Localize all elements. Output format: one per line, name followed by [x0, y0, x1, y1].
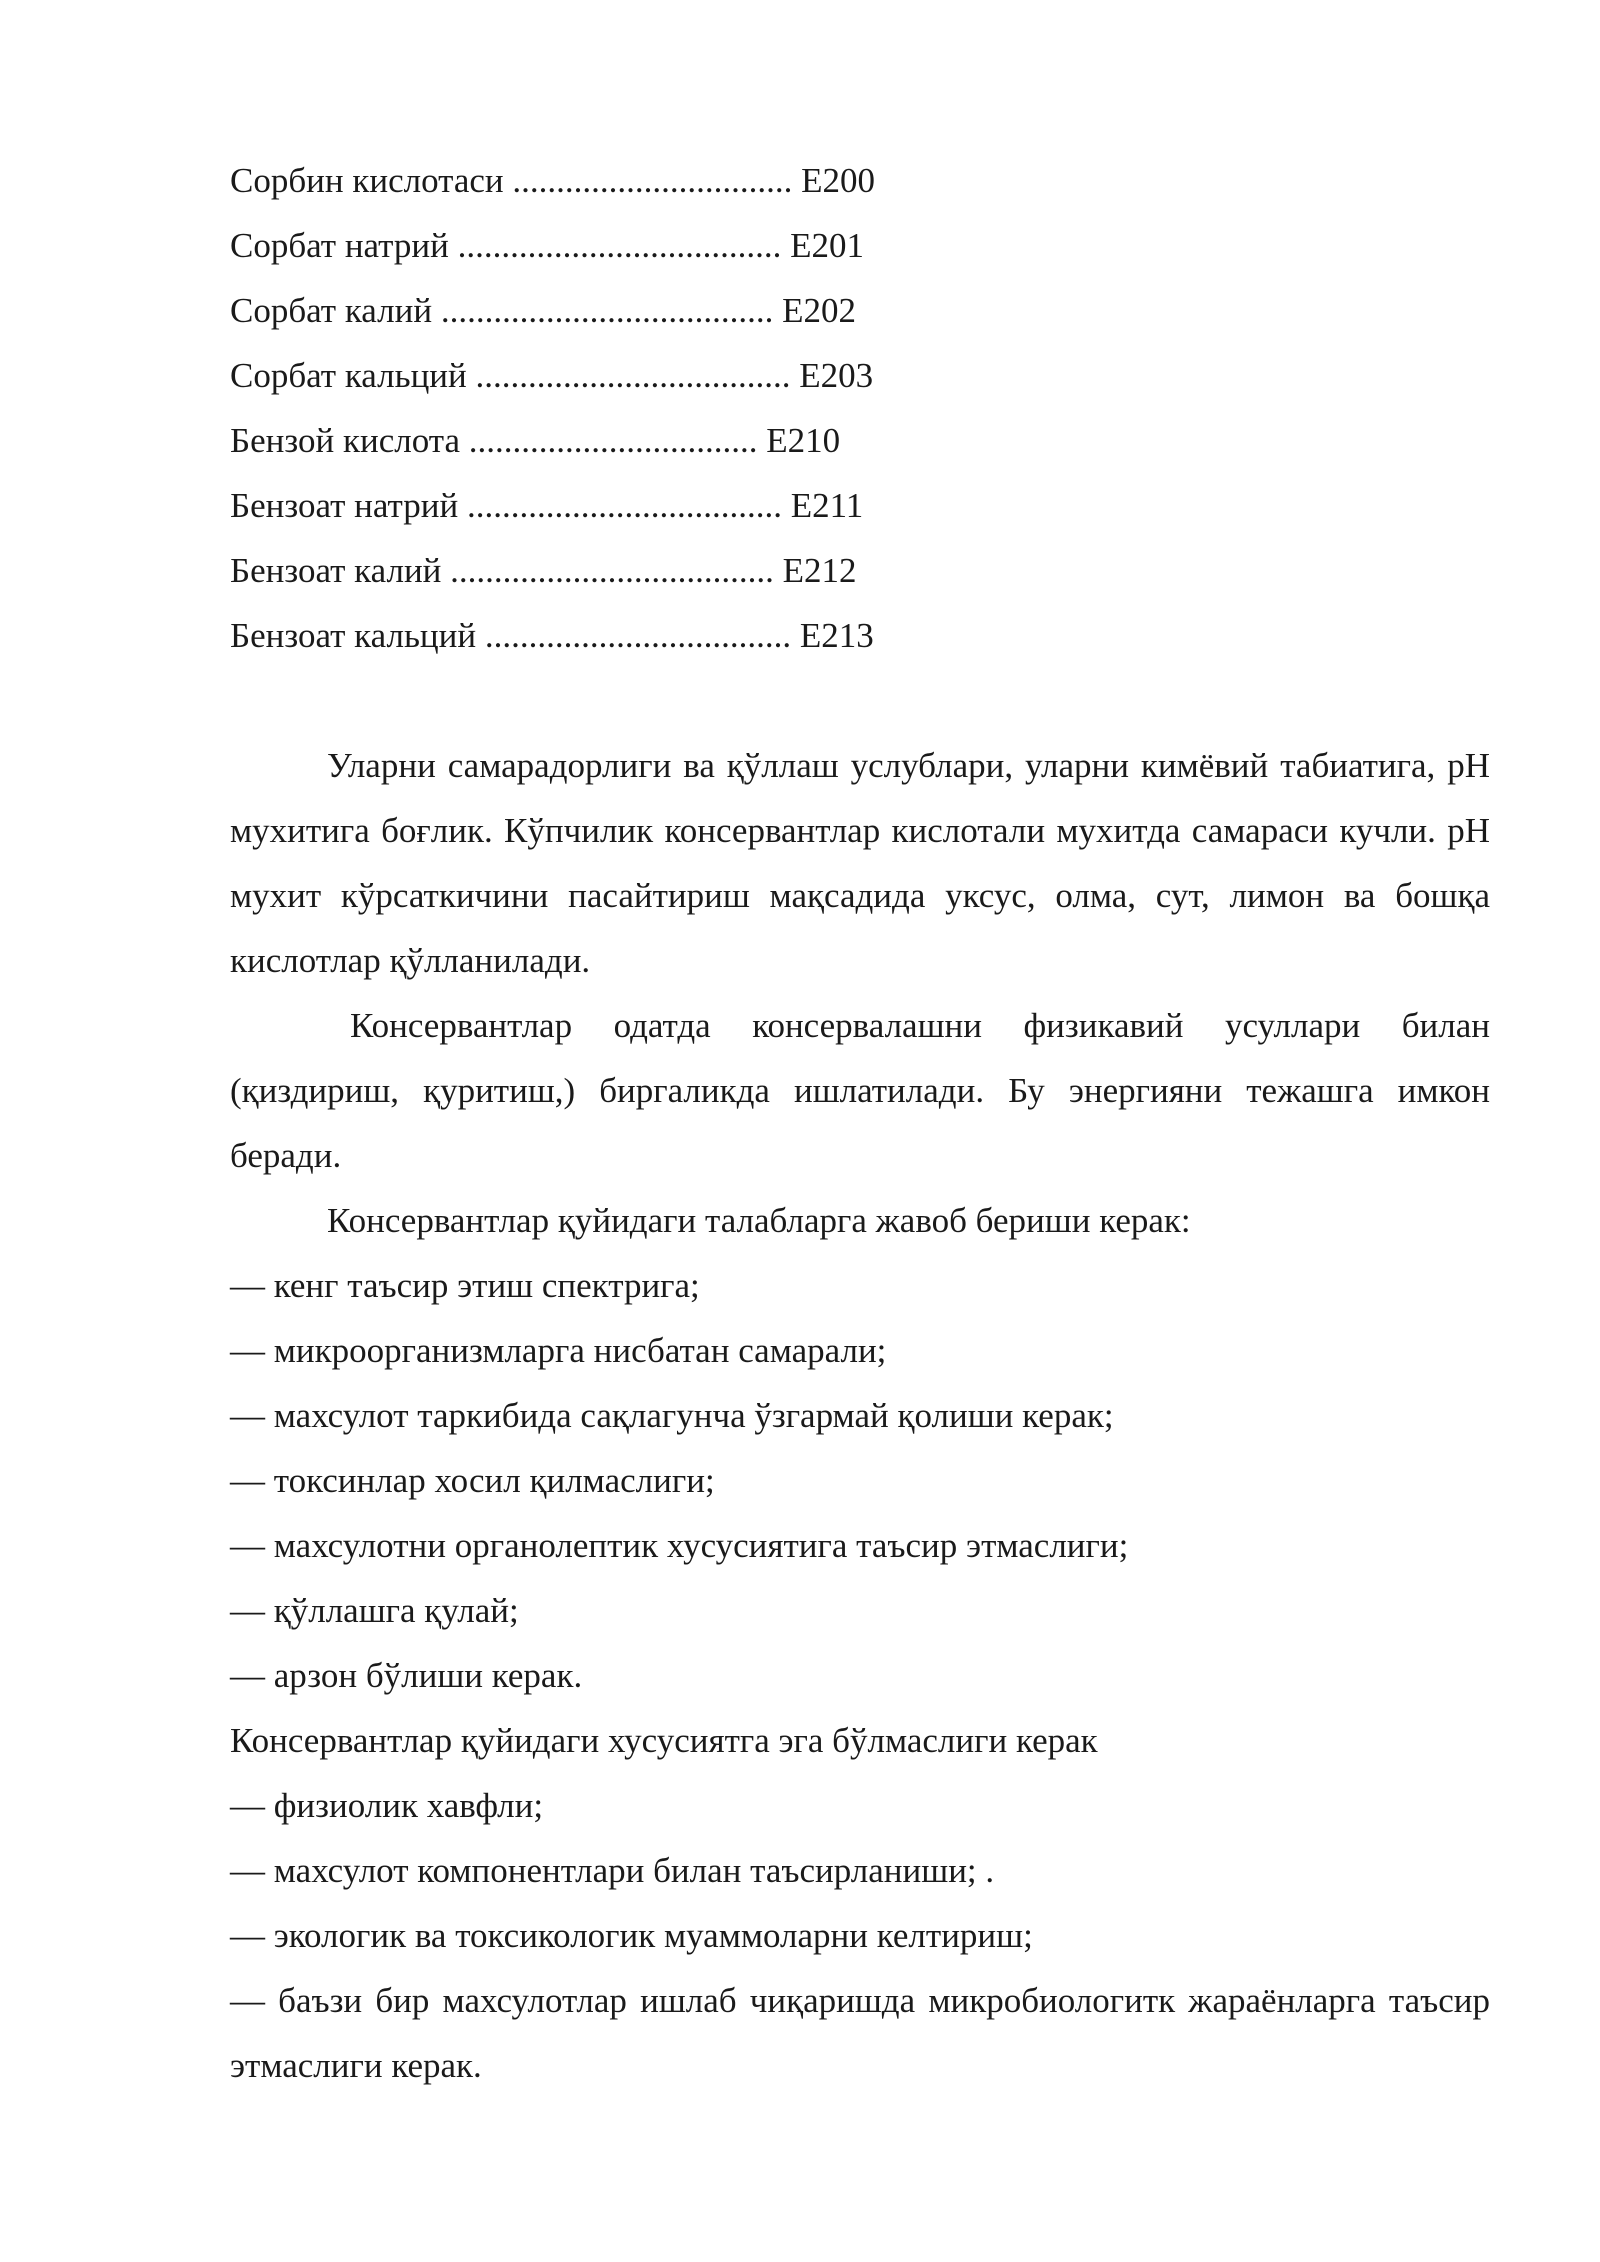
additive-list: [230, 148, 1490, 668]
document-page: [230, 148, 1490, 2098]
requirement-item: — махсулот таркибида сақлагунча ўзгармай қолиши керак;: [230, 1396, 1114, 1435]
paragraph-effectiveness: Уларни самарадорлиги ва қўллаш услублари, уларни кимёвий табиатига, рН мухитига боғлик. Кўпчилик консервантлар кислотали мухитда самараси кучли. рН мухит кўрсаткичини пасайтириш мақсадида уксус, олма, сут, лимон ва бошқа кислотлар қўлланилади.: [230, 746, 1490, 980]
requirements-list: [230, 1253, 1490, 1708]
prohibition-item: — экологик ва токсикологик муаммоларни келтириш;: [230, 1916, 1033, 1955]
paragraph-requirements-intro: Консервантлар қуйидаги талабларга жавоб бериши керак:: [327, 1201, 1191, 1240]
prohibition-item-last: — баъзи бир махсулотлар ишлаб чиқаришда микробиологитк жараёнларга таъсир этмаслиги керак.: [230, 1981, 1490, 2085]
requirement-item: — микроорганизмларга нисбатан самарали;: [230, 1331, 887, 1370]
prohibition-item: — махсулот компонентлари билан таъсирланиши; .: [230, 1851, 995, 1890]
paragraph-combined-use: Консервантлар одатда консервалашни физикавий усуллари билан (қиздириш, қуритиш,) биргаликда ишлатилади. Бу энергияни тежашга имкон беради.: [230, 1006, 1490, 1175]
prohibitions-heading: Консервантлар қуйидаги хусусиятга эга бўлмаслиги керак: [230, 1721, 1098, 1760]
requirement-item: — арзон бўлиши керак.: [230, 1656, 583, 1695]
additive-item: Бензоат натрий .................................... Е211: [230, 486, 864, 525]
additive-item: Сорбин кислотаси ................................ Е200: [230, 161, 876, 200]
prohibitions-list: [230, 1773, 1490, 1968]
additive-item: Сорбат калий ...................................... Е202: [230, 291, 856, 330]
requirement-item: — махсулотни органолептик хусусиятига таъсир этмаслиги;: [230, 1526, 1129, 1565]
additive-item: Бензоат кальций ................................... Е213: [230, 616, 874, 655]
requirement-item: — токсинлар хосил қилмаслиги;: [230, 1461, 715, 1500]
requirement-item: — қўллашга қулай;: [230, 1591, 519, 1630]
additive-item: Бензой кислота ................................. Е210: [230, 421, 841, 460]
requirement-item: — кенг таъсир этиш спектрига;: [230, 1266, 700, 1305]
additive-item: Сорбат кальций .................................... Е203: [230, 356, 874, 395]
spacer: [230, 668, 1490, 733]
prohibition-item: — физиолик хавфли;: [230, 1786, 544, 1825]
additive-item: Сорбат натрий ..................................... Е201: [230, 226, 864, 265]
additive-item: Бензоат калий ..................................... Е212: [230, 551, 857, 590]
